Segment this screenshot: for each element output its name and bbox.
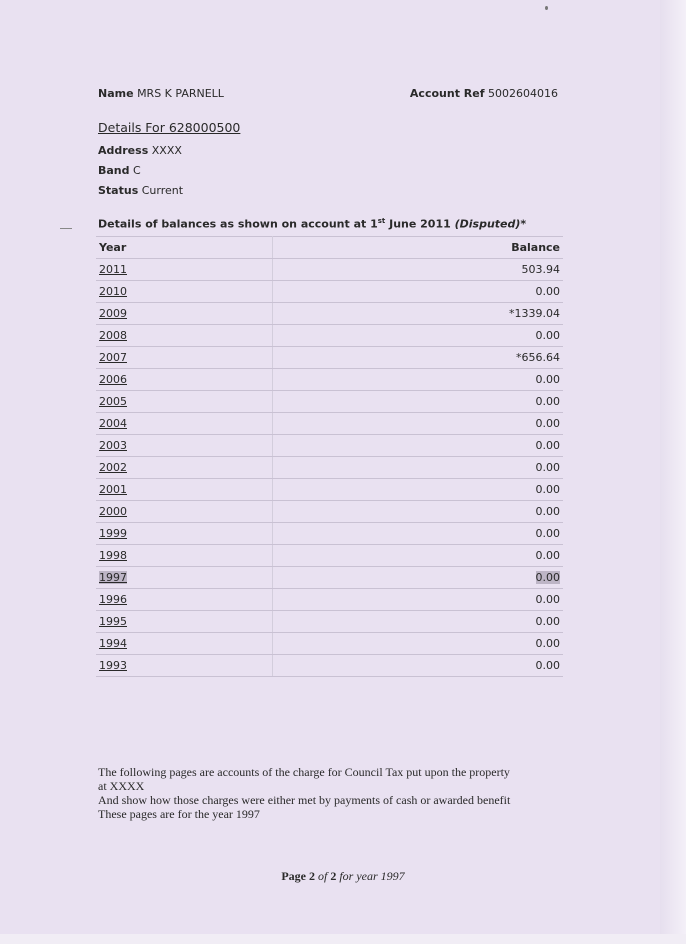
scan-speck: [60, 228, 72, 229]
footer-line: And show how those charges were either met by payments of cash or awarded benefit: [98, 793, 511, 807]
table-row: [96, 589, 563, 611]
year-link[interactable]: 2004: [99, 417, 127, 430]
balance-value: 0.00: [273, 523, 564, 545]
balance-value: 503.94: [273, 259, 564, 281]
scan-edge: [660, 0, 686, 944]
year-link[interactable]: 1996: [99, 593, 127, 606]
balances-heading: Details of balances as shown on account at 1st June 2011 (Disputed)*: [98, 217, 527, 231]
table-row: [96, 523, 563, 545]
balance-value: 0.00: [273, 369, 564, 391]
balance-value: 0.00: [273, 655, 564, 677]
balance-value: *1339.04: [273, 303, 564, 325]
account-header: [98, 87, 558, 103]
details-title: Details For 628000500: [98, 120, 241, 135]
table-row: [96, 413, 563, 435]
table-row: [96, 303, 563, 325]
table-row: [96, 259, 563, 281]
balance-column-header: Balance: [273, 237, 564, 259]
table-row: [96, 347, 563, 369]
balance-value: 0.00: [535, 571, 560, 584]
year-link[interactable]: 2011: [99, 263, 127, 276]
table-row: [96, 501, 563, 523]
year-link[interactable]: 1999: [99, 527, 127, 540]
footer-description: [98, 765, 568, 821]
address-line: Address XXXX: [98, 144, 182, 157]
year-link[interactable]: 2003: [99, 439, 127, 452]
balance-value: 0.00: [273, 589, 564, 611]
year-link[interactable]: 1994: [99, 637, 127, 650]
status-line: Status Current: [98, 184, 184, 197]
year-link[interactable]: 2000: [99, 505, 127, 518]
scan-speck: [545, 6, 548, 10]
balance-value: 0.00: [273, 479, 564, 501]
scan-bottom-edge: [0, 934, 686, 944]
balance-value: 0.00: [273, 457, 564, 479]
year-link[interactable]: 2007: [99, 351, 127, 364]
table-row: [96, 633, 563, 655]
table-row: [96, 611, 563, 633]
table-row: [96, 325, 563, 347]
footer-line: These pages are for the year 1997: [98, 807, 260, 821]
year-link[interactable]: 2005: [99, 395, 127, 408]
table-row: [96, 391, 563, 413]
year-link[interactable]: 2001: [99, 483, 127, 496]
balance-value: 0.00: [273, 281, 564, 303]
table-row: [96, 369, 563, 391]
balance-value: 0.00: [273, 633, 564, 655]
table-row: [96, 479, 563, 501]
balance-value: 0.00: [273, 435, 564, 457]
balance-value: *656.64: [273, 347, 564, 369]
year-link[interactable]: 2008: [99, 329, 127, 342]
balance-value: 0.00: [273, 611, 564, 633]
page-number: Page 2 of 2 for year 1997: [281, 869, 405, 883]
table-row: [96, 281, 563, 303]
year-link[interactable]: 1995: [99, 615, 127, 628]
year-link[interactable]: 1993: [99, 659, 127, 672]
year-link[interactable]: 2002: [99, 461, 127, 474]
balance-value: 0.00: [273, 413, 564, 435]
balances-table: [96, 236, 563, 677]
customer-name: Name MRS K PARNELL: [98, 87, 224, 100]
table-header-row: [96, 237, 563, 259]
balance-value: 0.00: [273, 545, 564, 567]
table-row: [96, 457, 563, 479]
balance-value: 0.00: [273, 391, 564, 413]
footer-line: The following pages are accounts of the charge for Council Tax put upon the property: [98, 765, 510, 779]
year-link[interactable]: 2010: [99, 285, 127, 298]
year-link[interactable]: 1998: [99, 549, 127, 562]
year-link[interactable]: 1997: [99, 571, 127, 584]
table-row: [96, 545, 563, 567]
footer-line: at XXXX: [98, 779, 145, 793]
balance-value: 0.00: [273, 325, 564, 347]
account-reference: Account Ref 5002604016: [409, 87, 558, 100]
table-row: [96, 435, 563, 457]
band-line: Band C: [98, 164, 141, 177]
year-column-header: Year: [96, 237, 273, 259]
year-link[interactable]: 2009: [99, 307, 127, 320]
balance-value: 0.00: [273, 501, 564, 523]
year-link[interactable]: 2006: [99, 373, 127, 386]
table-row: [96, 655, 563, 677]
table-row-selected: [96, 567, 563, 589]
